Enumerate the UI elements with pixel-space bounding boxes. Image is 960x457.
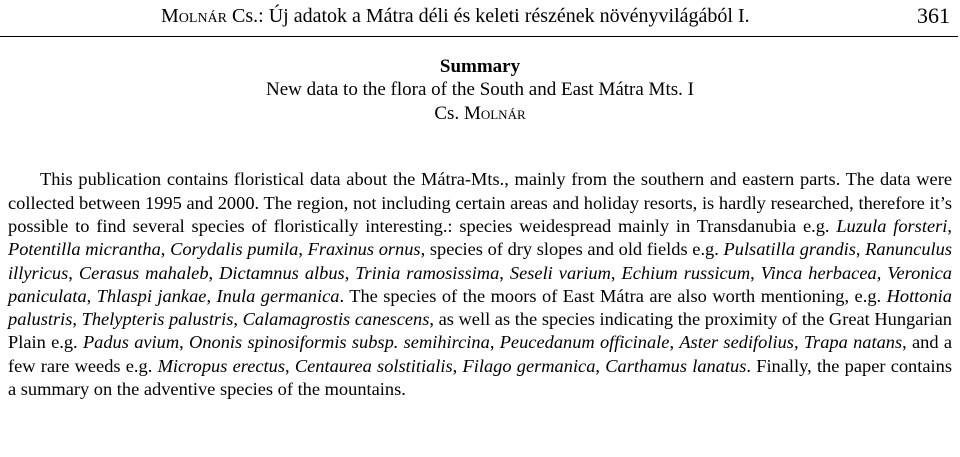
species-name: Ononis spinosiformis subsp. semihircina bbox=[189, 332, 490, 353]
body-text-run: , bbox=[750, 262, 761, 283]
species-name: Aster sedifolius bbox=[679, 332, 794, 353]
species-name: Echium russicum bbox=[621, 262, 751, 283]
body-text-run: , bbox=[206, 285, 217, 306]
body-text-run: , bbox=[452, 355, 463, 376]
body-text-run: , bbox=[344, 262, 356, 283]
author-surname: Molnár bbox=[463, 103, 526, 124]
species-name: Veronica paniculata bbox=[8, 262, 953, 306]
species-name: Inula germanica bbox=[216, 285, 340, 306]
summary-title: New data to the flora of the South and East Mátra Mts. I bbox=[266, 79, 694, 100]
body-text-run: , bbox=[610, 262, 622, 283]
body-text-run: This publication contains floristical data about the Mátra-Mts., mainly from the southern and eastern parts. The data were collected between 1995 and 2000. The region, not including certain areas and holiday resorts, is hardly researched, therefore it’s possible to find several species of floristically interesting.: species weidespread mainly in Transdanubia e.g. bbox=[8, 169, 952, 236]
body-text-run: , bbox=[793, 332, 804, 353]
body-text-run: , bbox=[179, 332, 190, 353]
species-name: Dictamnus albus bbox=[219, 262, 345, 283]
summary-author bbox=[0, 103, 960, 125]
body-text-run: , bbox=[669, 332, 680, 353]
species-name: Thlaspi jankae bbox=[96, 285, 207, 306]
species-name: Hottonia palustris bbox=[8, 285, 952, 330]
body-text-run: , species of dry slopes and old fields e.g. bbox=[420, 239, 724, 260]
body-text-run: , bbox=[489, 332, 500, 353]
body-text-run: , bbox=[298, 239, 308, 260]
species-name: Padus avium bbox=[82, 332, 180, 353]
author-initials: Cs. bbox=[434, 103, 464, 124]
species-name: Vinca herbacea bbox=[760, 262, 877, 283]
body-text-run: , bbox=[855, 239, 866, 260]
body-text-run: , bbox=[285, 355, 295, 376]
page-number: 361 bbox=[917, 3, 950, 28]
species-name: Carthamus lanatus bbox=[605, 355, 747, 376]
body-text-run: , bbox=[86, 285, 97, 306]
body-text-run: , bbox=[72, 309, 82, 330]
species-name: Corydalis pumila bbox=[170, 239, 299, 260]
species-name: Calamagrostis canescens bbox=[242, 309, 430, 330]
running-head-author: Molnár bbox=[161, 5, 228, 27]
species-name: Trinia ramosissima bbox=[355, 262, 500, 283]
body-text-run: . Finally, the paper contains a summary on the adventive species of the mountains. bbox=[8, 355, 952, 400]
species-name: Ranunculus illyricus bbox=[8, 239, 953, 283]
species-name: Centaurea solstitialis bbox=[294, 355, 453, 376]
running-head-title bbox=[161, 4, 750, 28]
species-name: Trapa natans bbox=[803, 332, 903, 353]
body-text-run: , bbox=[233, 309, 243, 330]
species-name: Thelypteris palustris bbox=[81, 309, 234, 330]
body-text-run: , bbox=[499, 262, 510, 283]
species-name: Filago germanica bbox=[462, 355, 596, 376]
running-header bbox=[0, 0, 960, 38]
species-name: Luzula forsteri bbox=[836, 215, 948, 236]
body-text-run: , bbox=[595, 355, 606, 376]
species-name: Peucedanum officinale bbox=[499, 332, 670, 353]
header-rule bbox=[0, 36, 958, 37]
species-name: Potentilla micrantha bbox=[8, 239, 161, 260]
species-name: Fraxinus ornus bbox=[307, 239, 421, 260]
running-head-text: Cs.: Új adatok a Mátra déli és keleti részének növényvilágából I. bbox=[227, 5, 750, 27]
species-name: Cerasus mahaleb bbox=[78, 262, 209, 283]
body-text-run: , bbox=[68, 262, 79, 283]
summary-heading: Summary bbox=[439, 56, 521, 77]
species-name: Pulsatilla grandis bbox=[723, 239, 856, 260]
body-text-run: . The species of the moors of East Mátra are also worth mentioning, e.g. bbox=[339, 285, 887, 306]
body-text-run: , as well as the species indicating the proximity of the Great Hungarian Plain e.g. bbox=[8, 309, 952, 353]
body-text-run: , and a few rare weeds e.g. bbox=[8, 332, 953, 376]
summary-paragraph bbox=[8, 168, 952, 401]
body-text-run: , bbox=[947, 215, 952, 236]
species-name: Micropus erectus bbox=[157, 355, 286, 376]
body-text-run: , bbox=[160, 239, 171, 260]
body-text-run: , bbox=[208, 262, 220, 283]
body-text-run: , bbox=[876, 262, 888, 283]
species-name: Seseli varium bbox=[509, 262, 611, 283]
